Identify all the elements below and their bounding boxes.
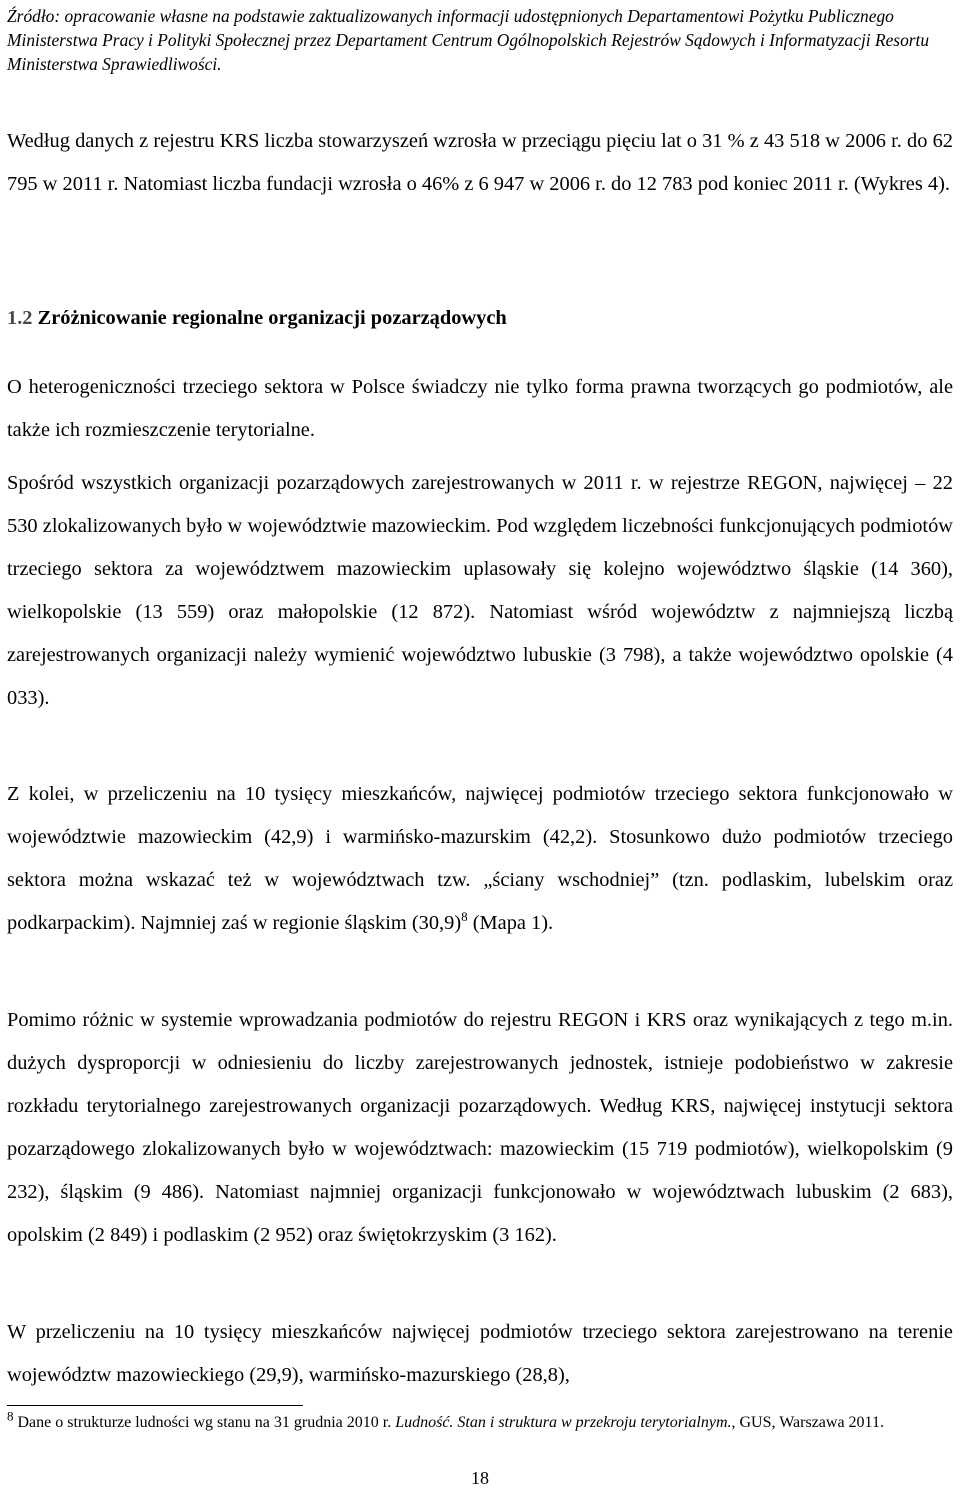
paragraph-krs-per-capita: W przeliczeniu na 10 tysięcy mieszkańców najwięcej podmiotów trzeciego sektora zarejestrowano na terenie województw mazowieckiego (29,9), warmińsko-mazurskiego (28,8),: [7, 1321, 953, 1386]
paragraph-per-capita-tail: (Mapa 1).: [467, 912, 554, 934]
section-heading: [7, 302, 953, 334]
footnote-publication-title: Ludność. Stan i struktura w przekroju terytorialnym.: [395, 1414, 732, 1431]
paragraph-krs-growth: Według danych z rejestru KRS liczba stowarzyszeń wzrosła w przeciągu pięciu lat o 31 % z 43 518 w 2006 r. do 62 795 w 2011 r. Natomiast liczba fundacji wzrosła o 46% z 6 947 w 2006 r. do 12 783 pod koniec 2011 r. (Wykres 4).: [7, 130, 953, 195]
footnote-text: Dane o strukturze ludności wg stanu na 31 grudnia 2010 r.: [13, 1414, 396, 1431]
footnote-reference: 8: [461, 909, 468, 925]
paragraph-regon-distribution: Spośród wszystkich organizacji pozarządowych zarejestrowanych w 2011 r. w rejestrze REGON, najwięcej – 22 530 zlokalizowanych było w województwie mazowieckim. Pod względem liczebności funkcjonujących podmiotów trzeciego sektora za województwem mazowieckim uplasowały się kolejno województwo śląskie (14 360), wielkopolskie (13 559) oraz małopolskie (12 872). Natomiast wśród województw z najmniejszą liczbą zarejestrowanych organizacji należy wymienić województwo lubuskie (3 798), a także województwo opolskie (4 033).: [7, 472, 953, 709]
paragraph-heterogeneity: O heterogeniczności trzeciego sektora w Polsce świadczy nie tylko forma prawna tworzących go podmiotów, ale także ich rozmieszczenie terytorialne.: [7, 376, 953, 441]
section-number: 1.2: [7, 307, 33, 329]
paragraph-per-capita: [7, 773, 953, 945]
footnote-number: 8: [7, 1408, 14, 1424]
page-number: 18: [471, 1468, 489, 1488]
source-note: Źródło: opracowanie własne na podstawie zaktualizowanych informacji udostępnionych Departamentowi Pożytku Publicznego Ministerstwa Pracy i Polityki Społecznej przez Departament Centrum Ogólnopolskich Rejestrów Sądowych i Informatyzacji Resortu Ministerstwa Sprawiedliwości.: [7, 6, 930, 74]
section-title: Zróżnicowanie regionalne organizacji pozarządowych: [32, 307, 507, 329]
paragraph-krs-distribution: Pomimo różnic w systemie wprowadzania podmiotów do rejestru REGON i KRS oraz wynikających z tego m.in. dużych dysproporcji w odniesieniu do liczby zarejestrowanych jednostek, istnieje podobieństwo w zakresie rozkładu terytorialnego zarejestrowanych organizacji pozarządowych. Według KRS, najwięcej instytucji sektora pozarządowego zlokalizowanych było w województwach: mazowieckim (15 719 podmiotów), wielkopolskim (9 232), śląskim (9 486). Natomiast najmniej organizacji funkcjonowało w województwach lubuskim (2 683), opolskim (2 849) i podlaskim (2 952) oraz świętokrzyskim (3 162).: [7, 1009, 953, 1246]
footnote-publisher: , GUS, Warszawa 2011.: [731, 1414, 884, 1431]
footnote: [7, 1408, 953, 1433]
paragraph-per-capita-text: Z kolei, w przeliczeniu na 10 tysięcy mieszkańców, najwięcej podmiotów trzeciego sektora funkcjonowało w województwie mazowieckim (42,9) i warmińsko-mazurskim (42,2). Stosunkowo dużo podmiotów trzeciego sektora można wskazać też w województwach tzw. „ściany wschodniej” (tzn. podlaskim, lubelskim oraz podkarpackim). Najmniej zaś w regionie śląskim (30,9): [7, 783, 953, 934]
footnote-separator: [7, 1405, 303, 1406]
